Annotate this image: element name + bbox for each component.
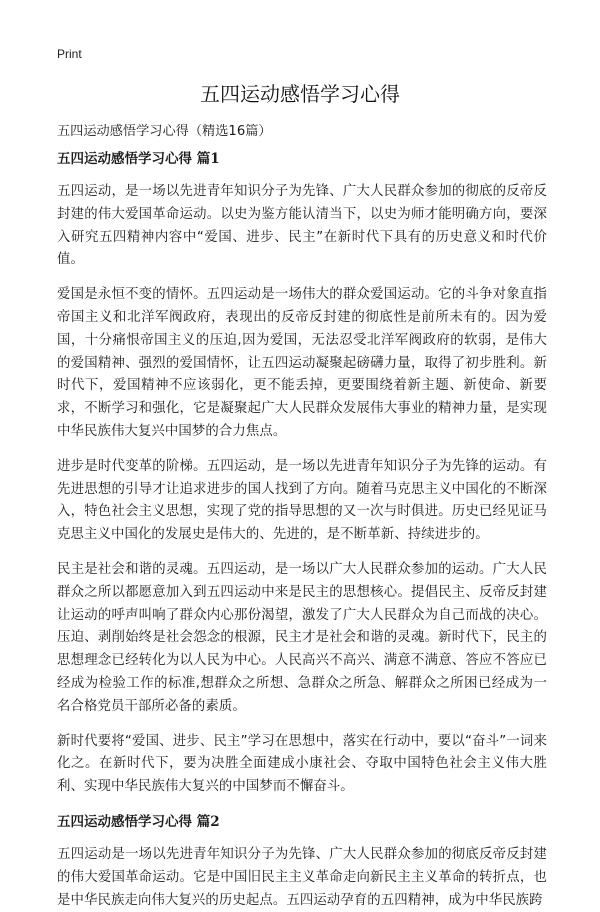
- section-heading-2: 五四运动感悟学习心得 篇2: [57, 813, 220, 830]
- paragraph: 爱国是永恒不变的情怀。五四运动是一场伟大的群众爱国运动。它的斗争对象直指帝国主义和北洋军阀政府，表现出的反帝反封建的彻底性是前所未有的。因为爱国，十分痛恨帝国主义的压迫,因为爱国，无法忍受北洋军阀政府的软弱，是伟大的爱国精神、强烈的爱国情怀，让五四运动凝聚起磅礴力量，取得了初步胜利。新时代下，爱国精神不应该弱化，更不能丢掉，更要围绕着新主题、新使命、新要求，不断学习和强化，它是凝聚起广大人民群众发展伟大事业的精神力量，是实现中华民族伟大复兴中国梦的合力焦点。: [57, 287, 547, 439]
- paragraph: 民主是社会和谐的灵魂。五四运动，是一场以广大人民群众参加的运动。广大人民群众之所以都愿意加入到五四运动中来是民主的思想核心。提倡民主、反帝反封建让运动的呼声叫响了群众内心那份渴望，激发了广大人民群众为自己而战的决心。压迫、剥削始终是社会怨念的根源，民主才是社会和谐的灵魂。新时代下，民主的思想理念已经转化为以人民为中心。人民高兴不高兴、满意不满意、答应不答应已经成为检验工作的标准,想群众之所想、急群众之所急、解群众之所困已经成为一名合格党员干部所必备的素质。: [57, 561, 547, 714]
- document-subtitle: 五四运动感悟学习心得（精选16篇）: [57, 124, 272, 139]
- paragraph: 进步是时代变革的阶梯。五四运动，是一场以先进青年知识分子为先锋的运动。有先进思想的引导才让追求进步的国人找到了方向。随着马克思主义中国化的不断深入，特色社会主义思想，实现了党的指导思想的又一次与时俱进。历史已经见证马克思主义中国化的发展史是伟大的、先进的，是不断革新、持续进步的。: [57, 458, 547, 543]
- paragraph: 五四运动，是一场以先进青年知识分子为先锋、广大人民群众参加的彻底的反帝反封建的伟大爱国革命运动。以史为鉴方能认清当下，以史为师才能明确方向，要深入研究五四精神内容中“爱国、进步、民主”在新时代下具有的历史意义和时代价值。: [57, 184, 547, 268]
- section-heading-1: 五四运动感悟学习心得 篇1: [57, 151, 220, 167]
- document-title: 五四运动感悟学习心得: [200, 82, 400, 106]
- paragraph: 五四运动是一场以先进青年知识分子为先锋、广大人民群众参加的彻底反帝反封建的伟大爱国革命运动。它是中国旧民主主义革命走向新民主主义革命的转折点，也是中华民族走向伟大复兴的历史起点。五四运动孕育的五四精神，成为中华民族跨: [57, 846, 547, 908]
- document-body: [57, 148, 547, 912]
- paragraph: 新时代要将“爱国、进步、民主”学习在思想中，落实在行动中，要以“奋斗”一词来化之。在新时代下，要为决胜全面建成小康社会、夺取中国特色社会主义伟大胜利、实现中华民族伟大复兴的中国梦而不懈奋斗。: [57, 733, 547, 795]
- print-link[interactable]: Print: [57, 47, 82, 61]
